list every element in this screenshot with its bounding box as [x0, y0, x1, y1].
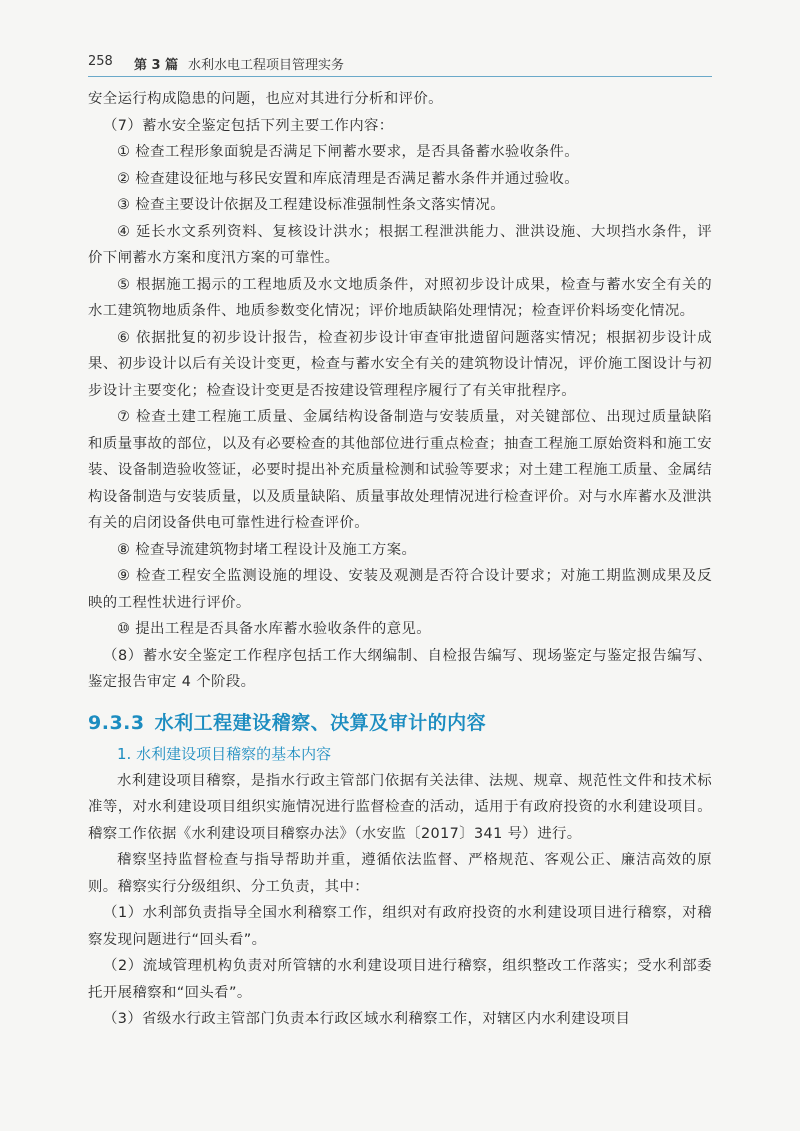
book-title: 水利水电工程项目管理实务 — [188, 58, 345, 73]
paragraph: 安全运行构成隐患的问题，也应对其进行分析和评价。 — [88, 91, 443, 107]
paragraph: ③ 检查主要设计依据及工程建设标准强制性条文落实情况。 — [117, 197, 506, 213]
subsection-heading: 1. 水利建设项目稽察的基本内容 — [117, 744, 332, 763]
page-header — [88, 50, 712, 78]
paragraph: ④ 延长水文系列资料、复核设计洪水；根据工程泄洪能力、泄洪设施、大坝挡水条件，评价下闸蓄水方案和度汛方案的可靠性。 — [88, 223, 712, 266]
paragraph: （2）流域管理机构负责对所管辖的水利建设项目进行稽察，组织整改工作落实；受水利部委托开展稽察和“回头看”。 — [88, 958, 712, 1001]
paragraph: 稽察坚持监督检查与指导帮助并重，遵循依法监督、严格规范、客观公正、廉洁高效的原则。稽察实行分级组织、分工负责，其中： — [88, 852, 712, 895]
paragraph: ② 检查建设征地与移民安置和库底清理是否满足蓄水条件并通过验收。 — [117, 170, 579, 187]
page-body — [88, 86, 712, 1033]
paragraph: ⑤ 根据施工揭示的工程地质及水文地质条件，对照初步设计成果，检查与蓄水安全有关的水工建筑物地质条件、地质参数变化情况；评价地质缺陷处理情况；检查评价料场变化情况。 — [88, 276, 712, 319]
paragraph: ① 检查工程形象面貌是否满足下闸蓄水要求，是否具备蓄水验收条件。 — [117, 144, 579, 160]
section-number: 9.3.3 — [88, 711, 145, 734]
paragraph: ⑨ 检查工程安全监测设施的埋设、安装及观测是否符合设计要求；对施工期监测成果及反映的工程性状进行评价。 — [88, 568, 712, 611]
page-number: 258 — [88, 54, 113, 69]
paragraph: ⑦ 检查土建工程施工质量、金属结构设备制造与安装质量，对关键部位、出现过质量缺陷和质量事故的部位，以及有必要检查的其他部位进行重点检查；抽查工程施工原始资料和施工安装、设备制造验收签证，必要时提出补充质量检测和试验等要求；对土建工程施工质量、金属结构设备制造与安装质量，以及质量缺陷、质量事故处理情况进行检查评价。对与水库蓄水及泄洪有关的启闭设备供电可靠性进行检查评价。 — [88, 409, 712, 531]
paragraph: 水利建设项目稽察，是指水行政主管部门依据有关法律、法规、规章、规范性文件和技术标准等，对水利建设项目组织实施情况进行监督检查的活动，适用于有政府投资的水利建设项目。稽察工作依据《水利建设项目稽察办法》（水安监〔2017〕341 号）进行。 — [88, 772, 712, 842]
paragraph: （1）水利部负责指导全国水利稽察工作，组织对有政府投资的水利建设项目进行稽察，对稽察发现问题进行“回头看”。 — [88, 905, 712, 948]
part-label: 第 3 篇 — [134, 58, 179, 73]
section-title: 水利工程建设稽察、决算及审计的内容 — [154, 711, 487, 734]
paragraph: （8）蓄水安全鉴定工作程序包括工作大纲编制、自检报告编写、现场鉴定与鉴定报告编写、鉴定报告审定 4 个阶段。 — [88, 647, 712, 690]
paragraph: ⑧ 检查导流建筑物封堵工程设计及施工方案。 — [117, 541, 417, 558]
header-rule — [88, 76, 712, 77]
paragraph: （7）蓄水安全鉴定包括下列主要工作内容： — [103, 117, 394, 134]
paragraph: ⑥ 依据批复的初步设计报告，检查初步设计审查审批遗留问题落实情况；根据初步设计成果、初步设计以后有关设计变更，检查与蓄水安全有关的建筑物设计情况，评价施工图设计与初步设计主要变化；检查设计变更是否按建设管理程序履行了有关审批程序。 — [88, 329, 712, 399]
section-heading — [88, 710, 712, 736]
paragraph: （3）省级水行政主管部门负责本行政区域水利稽察工作，对辖区内水利建设项目 — [103, 1011, 631, 1027]
paragraph: ⑩ 提出工程是否具备水库蓄水验收条件的意见。 — [117, 621, 432, 637]
